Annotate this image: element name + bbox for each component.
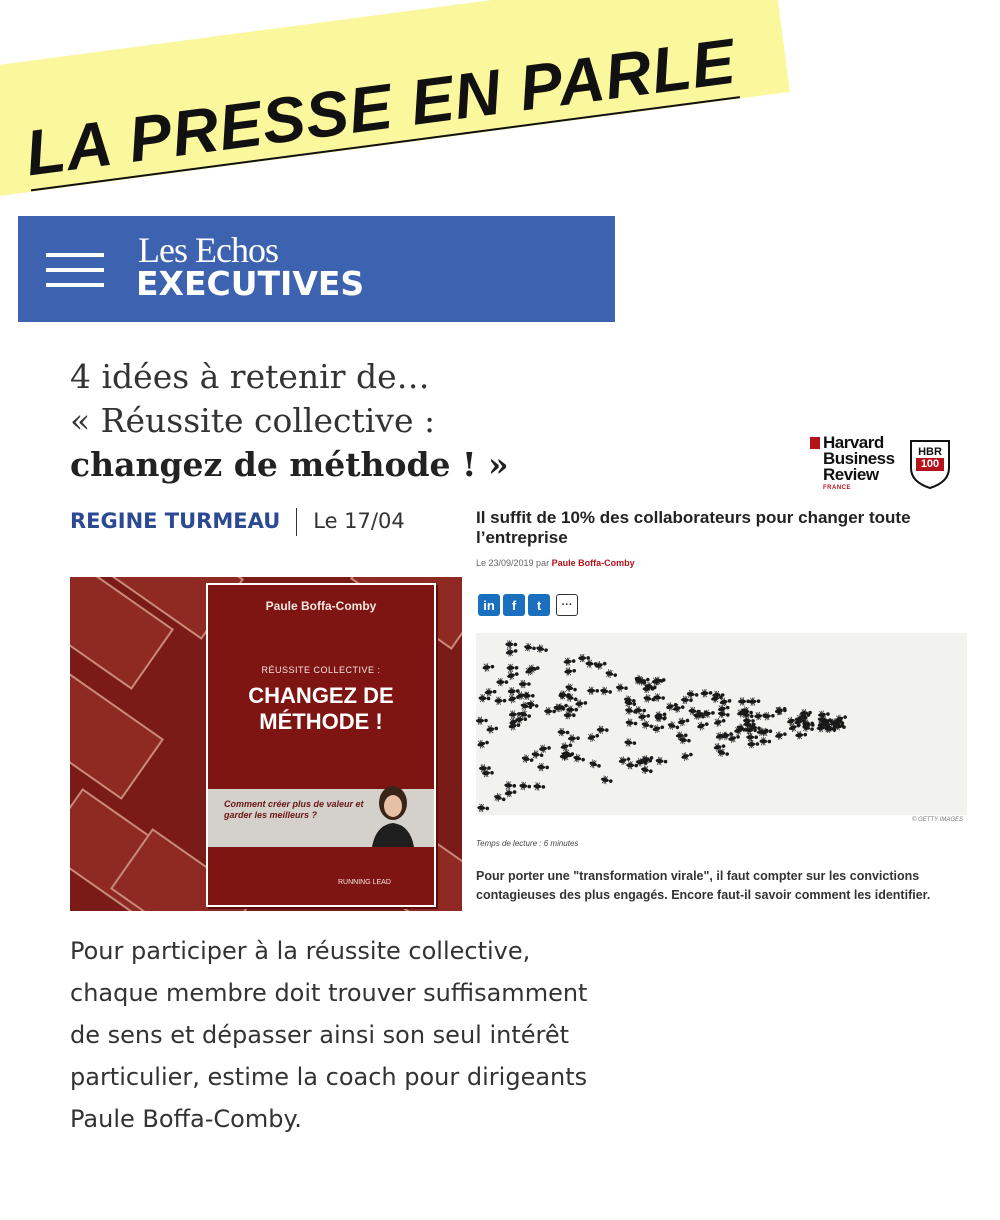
- ant: [496, 678, 508, 686]
- read-time: Temps de lecture : 6 minutes: [476, 839, 579, 848]
- book-publisher: RUNNING LEAD: [338, 879, 391, 886]
- ant: [759, 737, 771, 745]
- ant: [640, 765, 653, 776]
- ant: [597, 726, 609, 735]
- ants-swarm-graphic: [476, 633, 967, 815]
- ant: [616, 683, 629, 692]
- ant: [526, 699, 540, 710]
- hbr-date: Le 23/09/2019 par: [476, 558, 552, 568]
- ant: [624, 738, 637, 747]
- echos-title-line: 4 idées à retenir de…: [70, 357, 430, 396]
- ant: [539, 744, 552, 754]
- book-cover: [206, 583, 436, 907]
- les-echos-logo-top: Les Echos: [138, 230, 278, 270]
- ant: [746, 733, 758, 741]
- ant: [763, 712, 775, 721]
- badge-label: HBR: [918, 446, 942, 458]
- badge-number: 100: [916, 458, 944, 471]
- ant: [587, 687, 599, 695]
- ant: [652, 723, 665, 734]
- ant: [594, 659, 608, 670]
- facebook-share-icon[interactable]: f: [503, 594, 525, 616]
- ant: [523, 692, 535, 700]
- ant: [507, 664, 519, 672]
- hbr-article-meta: [476, 558, 635, 568]
- les-echos-logo-bottom: EXECUTIVES: [136, 264, 365, 303]
- ant: [643, 694, 656, 704]
- ant: [563, 657, 576, 666]
- image-credit: © GETTY IMAGES: [912, 817, 963, 823]
- ant: [495, 697, 507, 705]
- hamburger-menu-icon[interactable]: [46, 253, 104, 287]
- ant: [795, 731, 807, 740]
- ant: [476, 738, 490, 749]
- hbr-wordmark-line: Review: [823, 465, 879, 484]
- book-title-line: CHANGEZ DE: [248, 683, 394, 708]
- ant: [505, 640, 517, 648]
- ant: [572, 753, 585, 764]
- les-echos-header: [18, 216, 615, 322]
- hbr-article-lead: Pour porter une "transformation virale", il faut compter sur les convictions contagieuses des plus engagés. Encore faut-il savoir comment les identifier.: [476, 869, 931, 902]
- ant: [486, 724, 499, 734]
- ant: [686, 690, 699, 700]
- ant: [680, 750, 694, 761]
- hbr-article-title[interactable]: Il suffit de 10% des collaborateurs pour changer toute l’entreprise: [476, 508, 911, 547]
- ant: [537, 763, 549, 772]
- hbr-author-link[interactable]: Paule Boffa-Comby: [551, 558, 635, 568]
- ant: [700, 689, 712, 698]
- book-cover-image: [70, 577, 462, 911]
- ant: [605, 669, 618, 680]
- ant: [747, 740, 759, 748]
- book-tagline: Comment créer plus de valeur et garder les meilleurs ?: [224, 799, 364, 820]
- ant: [504, 788, 517, 798]
- book-title-line: MÉTHODE !: [259, 709, 383, 734]
- ant: [477, 804, 489, 813]
- ant: [508, 687, 520, 696]
- ant: [493, 792, 507, 803]
- ant: [564, 711, 576, 719]
- ant: [600, 686, 613, 696]
- byline-divider: [296, 508, 297, 536]
- ant: [717, 748, 730, 759]
- hbr-logo: [808, 435, 968, 495]
- ant: [587, 731, 601, 742]
- ant: [482, 662, 495, 672]
- ant: [655, 756, 668, 765]
- echos-article-title: [70, 355, 550, 487]
- ant: [677, 716, 690, 726]
- echos-author[interactable]: REGINE TURMEAU: [70, 509, 281, 533]
- ant: [715, 730, 729, 741]
- echos-byline: [70, 508, 405, 536]
- background-tile: [70, 668, 164, 800]
- ant: [564, 683, 578, 694]
- ant: [600, 775, 613, 785]
- ant: [774, 730, 787, 741]
- ant: [681, 696, 693, 705]
- ant: [484, 688, 497, 697]
- banner-title: LA PRESSE EN PARLE: [21, 24, 740, 190]
- ant: [713, 716, 727, 727]
- ant: [519, 782, 532, 791]
- ant: [641, 720, 655, 731]
- ant: [625, 718, 638, 728]
- echos-title-line: changez de méthode ! »: [70, 445, 509, 484]
- ant: [748, 697, 760, 706]
- linkedin-share-icon[interactable]: in: [478, 594, 500, 616]
- book-grey-band: [208, 789, 434, 847]
- ant: [564, 667, 577, 676]
- hbr-country: FRANCE: [823, 485, 851, 491]
- echos-article-paragraph: Pour participer à la réussite collective, chaque membre doit trouver suffisamment de sens et dépasser ainsi son seul intérêt particulier, estime la coach pour dirigeants Paule Boffa-Comby.: [70, 937, 588, 1133]
- book-author: Paule Boffa-Comby: [265, 599, 377, 613]
- twitter-share-icon[interactable]: t: [528, 594, 550, 616]
- ant: [535, 644, 548, 655]
- echos-title-line: « Réussite collective :: [70, 401, 436, 440]
- hbr-wordmark: [823, 435, 895, 483]
- ant: [557, 728, 569, 737]
- ant: [696, 720, 710, 731]
- ant: [476, 716, 488, 724]
- ant: [519, 680, 531, 688]
- ant: [738, 697, 750, 705]
- ants-illustration: [476, 633, 967, 815]
- book-title: [208, 683, 434, 735]
- ant: [523, 643, 536, 653]
- ant: [504, 781, 516, 790]
- ant: [521, 754, 534, 765]
- book-subtitle: RÉUSSITE COLLECTIVE :: [261, 665, 381, 675]
- hbr-wordmark-line: Business: [823, 449, 895, 468]
- ant: [588, 759, 602, 770]
- author-portrait-icon: [368, 781, 418, 847]
- hbr-100-badge: [908, 438, 952, 490]
- ant: [568, 734, 580, 743]
- ant: [533, 782, 545, 791]
- ant: [505, 647, 518, 657]
- hbr-wordmark-line: Harvard: [823, 433, 884, 452]
- ant: [653, 693, 665, 702]
- more-share-icon[interactable]: ···: [556, 594, 578, 616]
- share-bar: [478, 594, 578, 618]
- ant: [624, 706, 637, 716]
- harvard-shield-icon: [810, 437, 820, 449]
- echos-date: Le 17/04: [313, 509, 405, 533]
